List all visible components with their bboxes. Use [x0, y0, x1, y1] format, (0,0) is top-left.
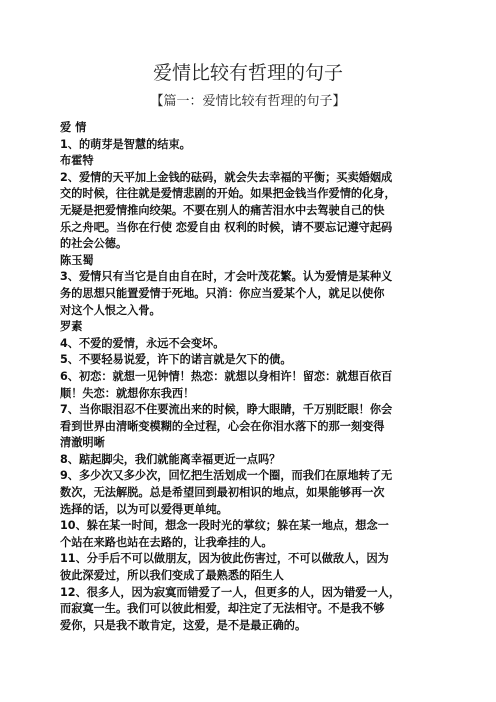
text-line: 而寂寞一生。我们可以彼此相爱，却注定了无法相守。不是我不够	[60, 602, 385, 616]
text-line: 个站在来路也站在去路的，让我牵挂的人。	[60, 535, 273, 549]
text-line: 顺！失恋：就想你东我西！	[60, 386, 195, 400]
text-line: 3、爱情只有当它是自由自在时，才会叶茂花繁。认为爱情是某种义	[60, 270, 393, 284]
text-line: 5、不要轻易说爱，许下的诺言就是欠下的债。	[60, 353, 292, 367]
text-line: 4、不爱的爱情，永远不会变坏。	[60, 336, 225, 350]
text-line: 陈玉蜀	[60, 253, 94, 267]
text-line: 10、躲在某一时间，想念一段时光的掌纹；躲在某一地点，想念一	[60, 519, 389, 533]
document-body	[60, 120, 440, 634]
text-line: 看到世界由清晰变模糊的全过程，心会在你泪水落下的那一刻变得	[60, 419, 385, 433]
text-line: 爱 情	[60, 121, 87, 134]
document-title: 爱情比较有哲理的句子	[152, 62, 343, 84]
text-line: 9、多少次又多少次，回忆把生活划成一个圈，而我们在原地转了无	[60, 469, 393, 483]
document-subtitle: 【篇一：爱情比较有哲理的句子】	[150, 94, 346, 109]
text-line: 2、爱情的天平加上金钱的砝码，就会失去幸福的平衡；买卖婚姻成	[60, 170, 393, 184]
text-line: 交的时候，往往就是爱情悲剧的开始。如果把金钱当作爱情的化身，	[60, 187, 396, 201]
text-line: 11、分手后不可以做朋友，因为彼此伤害过，不可以做敌人，因为	[60, 552, 389, 566]
text-line: 8、踮起脚尖，我们就能离幸福更近一点吗？	[60, 452, 281, 466]
text-line: 12、很多人，因为寂寞而错爱了一人，但更多的人，因为错爱一人，	[60, 585, 401, 599]
text-line: 爱你，只是我不敢肯定，这爱，是不是最正确的。	[60, 618, 307, 632]
text-line: 1、的萌芽是智慧的结束。	[60, 137, 191, 151]
text-line: 6、初恋：就想一见钟情！热恋：就想以身相许！留恋：就想百依百	[60, 369, 393, 383]
text-line: 选择的话，以为可以爱得更单纯。	[60, 502, 228, 516]
text-line: 数次，无法解脱。总是希望回到最初相识的地点，如果能够再一次	[60, 486, 385, 500]
text-line: 彼此深爱过，所以我们变成了最熟悉的陌生人	[60, 569, 284, 583]
text-line: 对这个人恨之入骨。	[60, 303, 161, 317]
text-line: 清澈明晰	[60, 436, 105, 450]
text-line: 无疑是把爱情推向绞架。不要在别人的痛苦泪水中去驾驶自己的快	[60, 203, 385, 217]
text-line: 的社会公德。	[60, 237, 128, 251]
text-line: 布霍特	[60, 154, 94, 168]
text-line: 务的思想只能置爱情于死地。只消：你应当爱某个人，就足以使你	[60, 286, 385, 300]
text-line: 7、当你眼泪忍不住要流出来的时候，睁大眼睛，千万别眨眼！你会	[60, 403, 393, 417]
text-line: 罗素	[60, 320, 83, 334]
text-line: 乐之舟吧。当你在行使 恋爱自由 权利的时候，请不要忘记遵守起码	[60, 220, 393, 234]
